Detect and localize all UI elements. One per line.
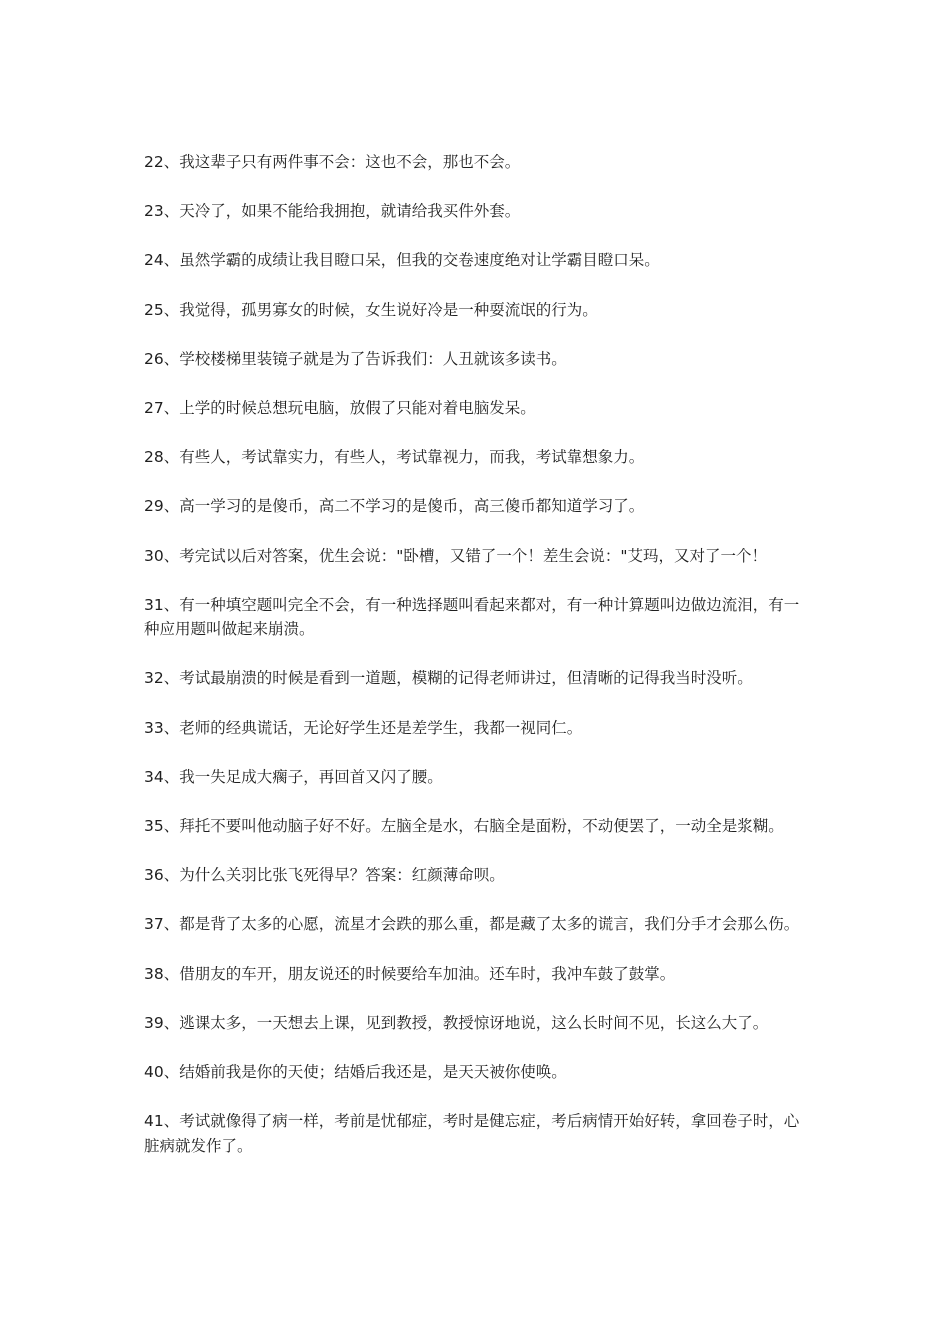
paragraph-29: 29、高一学习的是傻币，高二不学习的是傻币，高三傻币都知道学习了。: [144, 497, 645, 516]
paragraph-33: 33、老师的经典谎话，无论好学生还是差学生，我都一视同仁。: [144, 718, 583, 737]
paragraph-36: 36、为什么关羽比张飞死得早？答案：红颜薄命呗。: [144, 866, 505, 885]
paragraph-39: 39、逃课太多，一天想去上课，见到教授，教授惊讶地说，这么长时间不见，长这么大了。: [144, 1013, 769, 1032]
paragraph-41: 41、考试就像得了病一样，考前是忧郁症，考时是健忘症，考后病情开始好转，拿回卷子时，心脏病就发作了。: [144, 1112, 800, 1155]
document-body: [144, 150, 812, 1183]
paragraph-34: 34、我一失足成大瘸子，再回首又闪了腰。: [144, 767, 443, 786]
paragraph-22: 22、我这辈子只有两件事不会：这也不会，那也不会。: [144, 153, 521, 171]
paragraph-25: 25、我觉得，孤男寡女的时候，女生说好冷是一种耍流氓的行为。: [144, 300, 598, 319]
paragraph-35: 35、拜托不要叫他动脑子好不好。左脑全是水，右脑全是面粉，不动便罢了，一动全是浆糊。: [144, 817, 784, 836]
paragraph-30: 30、考完试以后对答案，优生会说："卧槽，又错了一个！差生会说："艾玛，又对了一个！: [144, 546, 767, 565]
paragraph-26: 26、学校楼梯里装镜子就是为了告诉我们：人丑就该多读书。: [144, 349, 567, 368]
paragraph-24: 24、虽然学霸的成绩让我目瞪口呆，但我的交卷速度绝对让学霸目瞪口呆。: [144, 251, 660, 270]
paragraph-38: 38、借朋友的车开，朋友说还的时候要给车加油。还车时，我冲车鼓了鼓掌。: [144, 964, 676, 983]
paragraph-40: 40、结婚前我是你的天使；结婚后我还是，是天天被你使唤。: [144, 1062, 567, 1081]
paragraph-37: 37、都是背了太多的心愿，流星才会跌的那么重，都是藏了太多的谎言，我们分手才会那么伤。: [144, 915, 800, 934]
paragraph-31: 31、有一种填空题叫完全不会，有一种选择题叫看起来都对，有一种计算题叫边做边流泪，有一种应用题叫做起来崩溃。: [144, 595, 800, 639]
paragraph-23: 23、天冷了，如果不能给我拥抱，就请给我买件外套。: [144, 202, 521, 221]
paragraph-27: 27、上学的时候总想玩电脑，放假了只能对着电脑发呆。: [144, 398, 536, 417]
paragraph-28: 28、有些人，考试靠实力，有些人，考试靠视力，而我，考试靠想象力。: [144, 448, 645, 467]
paragraph-32: 32、考试最崩溃的时候是看到一道题，模糊的记得老师讲过，但清晰的记得我当时没听。: [144, 669, 753, 688]
